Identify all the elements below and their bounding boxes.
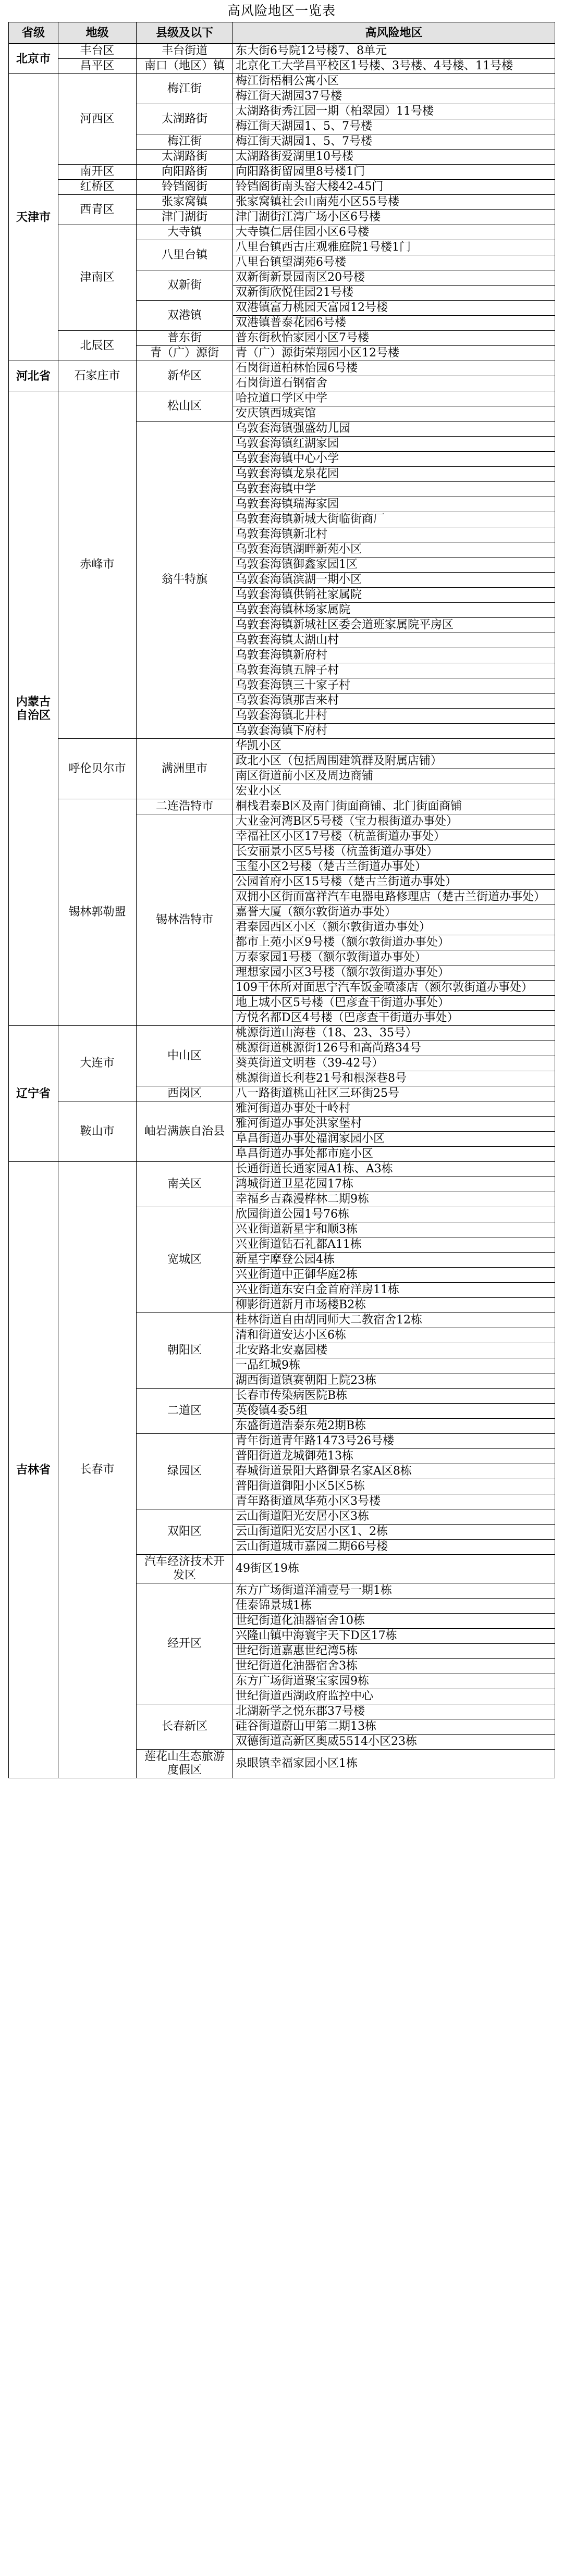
table-row (9, 331, 555, 346)
area-cell: 双拥小区街面富祥汽车电器电路修理店（楚古兰街道办事处） (233, 890, 555, 905)
area-cell: 华凯小区 (233, 739, 555, 754)
table-row (9, 195, 555, 210)
city-cell: 北辰区 (58, 331, 137, 361)
area-cell: 双港镇普泰花园6号楼 (233, 316, 555, 331)
province-cell: 辽宁省 (9, 1026, 58, 1162)
table-body (9, 44, 555, 1778)
area-cell: 乌敦套海镇中心小学 (233, 452, 555, 467)
county-cell: 经开区 (137, 1583, 233, 1704)
area-cell: 兴隆山镇中海寰宇天下D区17栋 (233, 1629, 555, 1644)
county-cell: 太湖路街 (137, 150, 233, 165)
area-cell: 乌敦套海镇新城大街临街商厂 (233, 512, 555, 527)
county-cell: 西岗区 (137, 1086, 233, 1101)
area-cell: 梅江街天湖园1、5、7号楼 (233, 134, 555, 150)
county-cell: 朝阳区 (137, 1313, 233, 1389)
table-row (9, 799, 555, 814)
city-cell: 津南区 (58, 225, 137, 331)
table-header-row (9, 22, 555, 44)
area-cell: 向阳路街留园里8号楼1门 (233, 165, 555, 180)
city-cell: 南开区 (58, 165, 137, 180)
area-cell: 梅江街梧桐公寓小区 (233, 74, 555, 89)
province-cell: 河北省 (9, 361, 58, 391)
area-cell: 都市上苑小区9号楼（额尔敦街道办事处） (233, 935, 555, 950)
county-cell: 中山区 (137, 1026, 233, 1086)
table-row (9, 44, 555, 59)
area-cell: 宏业小区 (233, 784, 555, 799)
area-cell: 太湖路街爱湖里10号楼 (233, 150, 555, 165)
area-cell: 葵英街道文明巷（39-42号） (233, 1056, 555, 1071)
city-cell: 石家庄市 (58, 361, 137, 391)
area-cell: 乌敦套海镇红湖家园 (233, 437, 555, 452)
area-cell: 普东街秋怡家园小区7号楼 (233, 331, 555, 346)
area-cell: 桐栈君泰B区及南门街面商铺、北门街面商铺 (233, 799, 555, 814)
county-cell: 张家窝镇 (137, 195, 233, 210)
city-cell: 红桥区 (58, 180, 137, 195)
area-cell: 阜昌街道办事处都市庭小区 (233, 1147, 555, 1162)
area-cell: 玉玺小区2号楼（楚古兰街道办事处） (233, 860, 555, 875)
area-cell: 云山街道阳光安居小区3栋 (233, 1509, 555, 1525)
area-cell: 兴业街道钻石礼都A11栋 (233, 1237, 555, 1253)
area-cell: 八一路街道桃山社区三环街25号 (233, 1086, 555, 1101)
area-cell: 兴业街道东安白金首府洋房11栋 (233, 1283, 555, 1298)
area-cell: 方悦名都D区4号楼（巴彦查干街道办事处） (233, 1011, 555, 1026)
county-cell: 宽城区 (137, 1207, 233, 1313)
table-row (9, 1162, 555, 1177)
area-cell: 兴业街道新星宇和顺3栋 (233, 1222, 555, 1237)
area-cell: 一品红城9栋 (233, 1358, 555, 1373)
province-cell: 北京市 (9, 44, 58, 74)
area-cell: 泉眼镇幸福家园小区1栋 (233, 1750, 555, 1778)
table-row (9, 1101, 555, 1117)
county-cell: 锡林浩特市 (137, 814, 233, 1026)
area-cell: 乌敦套海镇五牌子村 (233, 663, 555, 678)
county-cell: 八里台镇 (137, 240, 233, 270)
area-cell: 哈拉道口学区中学 (233, 391, 555, 406)
county-cell: 满洲里市 (137, 739, 233, 799)
area-cell: 幸福社区小区17号楼（杭盖街道办事处） (233, 829, 555, 845)
area-cell: 铃铛阁街南头窑大楼42-45门 (233, 180, 555, 195)
table-row (9, 180, 555, 195)
county-cell: 翁牛特旗 (137, 422, 233, 739)
area-cell: 青年路街道凤华苑小区3号楼 (233, 1494, 555, 1509)
area-cell: 东盛街道浩泰东苑2期B栋 (233, 1419, 555, 1434)
area-cell: 佳泰锦景城1栋 (233, 1599, 555, 1614)
county-cell: 梅江街 (137, 74, 233, 104)
area-cell: 乌敦套海镇新北村 (233, 527, 555, 542)
area-cell: 乌敦套海镇供销社家属院 (233, 588, 555, 603)
header-city: 地级 (58, 22, 137, 44)
area-cell: 鸿城街道卫星花园17栋 (233, 1177, 555, 1192)
city-cell: 锡林郭勒盟 (58, 799, 137, 1026)
area-cell: 北湖新学之悦东郡37号楼 (233, 1704, 555, 1719)
area-cell: 大寺镇仁居佳园小区6号楼 (233, 225, 555, 240)
area-cell: 南区街道前小区及周边商铺 (233, 769, 555, 784)
area-cell: 津门湖街江湾广场小区6号楼 (233, 210, 555, 225)
province-cell: 天津市 (9, 74, 58, 361)
area-cell: 世纪街道西湖政府监控中心 (233, 1689, 555, 1704)
area-cell: 英俊镇4委5组 (233, 1404, 555, 1419)
area-cell: 乌敦套海镇强盛幼儿园 (233, 422, 555, 437)
county-cell: 津门湖街 (137, 210, 233, 225)
county-cell: 青（广）源街 (137, 346, 233, 361)
city-cell: 赤峰市 (58, 391, 137, 739)
area-cell: 长春市传染病医院B栋 (233, 1389, 555, 1404)
table-row (9, 74, 555, 89)
city-cell: 河西区 (58, 74, 137, 165)
area-cell: 乌敦套海镇滨湖一期小区 (233, 573, 555, 588)
area-cell: 理想家园小区3号楼（额尔敦街道办事处） (233, 965, 555, 981)
area-cell: 新星宇摩登公园4栋 (233, 1253, 555, 1268)
city-cell: 大连市 (58, 1026, 137, 1101)
area-cell: 安庆镇西城宾馆 (233, 406, 555, 422)
area-cell: 云山街道阳光安居小区1、2栋 (233, 1525, 555, 1540)
area-cell: 幸福乡吉森漫桦林二期9栋 (233, 1192, 555, 1207)
area-cell: 公园首府小区15号楼（楚古兰街道办事处） (233, 875, 555, 890)
area-cell: 梅江街天湖园37号楼 (233, 89, 555, 104)
area-cell: 双新街欣悦佳园21号楼 (233, 286, 555, 301)
county-cell: 二连浩特市 (137, 799, 233, 814)
area-cell: 石岗街道石钢宿舍 (233, 376, 555, 391)
area-cell: 清和街道安达小区6栋 (233, 1328, 555, 1343)
county-cell: 松山区 (137, 391, 233, 422)
county-cell: 丰台街道 (137, 44, 233, 59)
area-cell: 兴业街道中正御华庭2栋 (233, 1268, 555, 1283)
county-cell: 岫岩满族自治县 (137, 1101, 233, 1162)
table-row (9, 739, 555, 754)
table-row (9, 1026, 555, 1041)
area-cell: 双新街新景园南区20号楼 (233, 270, 555, 286)
area-cell: 乌敦套海镇三十家子村 (233, 678, 555, 693)
city-cell: 昌平区 (58, 59, 137, 74)
county-cell: 双港镇 (137, 301, 233, 331)
area-cell: 嘉誉大厦（额尔敦街道办事处） (233, 905, 555, 920)
area-cell: 桃源街道长利巷21号和根深巷8号 (233, 1071, 555, 1086)
table-row (9, 225, 555, 240)
area-cell: 乌敦套海镇瑞海家园 (233, 497, 555, 512)
area-cell: 青（广）源街荣翔园小区12号楼 (233, 346, 555, 361)
area-cell: 大业金河湾B区5号楼（宝力根街道办事处） (233, 814, 555, 829)
area-cell: 云山街道城市嘉园二期66号楼 (233, 1540, 555, 1555)
area-cell: 乌敦套海镇下府村 (233, 724, 555, 739)
area-cell: 东方广场街道洋浦壹号一期1栋 (233, 1583, 555, 1599)
area-cell: 八里台镇西古庄观雅庭院1号楼1门 (233, 240, 555, 255)
city-cell: 长春市 (58, 1162, 137, 1778)
area-cell: 青年街道青年路1473号26号楼 (233, 1434, 555, 1449)
table-row (9, 165, 555, 180)
area-cell: 东大街6号院12号楼7、8单元 (233, 44, 555, 59)
header-area: 高风险地区 (233, 22, 555, 44)
area-cell: 乌敦套海镇中学 (233, 482, 555, 497)
area-cell: 万泰家园1号楼（额尔敦街道办事处） (233, 950, 555, 965)
city-cell: 鞍山市 (58, 1101, 137, 1162)
area-cell: 乌敦套海镇御鑫家园1区 (233, 558, 555, 573)
area-cell: 双德街道高新区奥威5514小区23栋 (233, 1735, 555, 1750)
area-cell: 雅河街道办事处十岭村 (233, 1101, 555, 1117)
area-cell: 太湖路街秀江园一期（柏翠园）11号楼 (233, 104, 555, 119)
county-cell: 汽车经济技术开发区 (137, 1555, 233, 1583)
city-cell: 丰台区 (58, 44, 137, 59)
area-cell: 乌敦套海镇林场家属院 (233, 603, 555, 618)
area-cell: 乌敦套海镇太湖山村 (233, 633, 555, 648)
county-cell: 绿园区 (137, 1434, 233, 1509)
area-cell: 乌敦套海镇新城社区委会道班家属院平房区 (233, 618, 555, 633)
area-cell: 世纪街道化油器宿舍3栋 (233, 1659, 555, 1674)
area-cell: 乌敦套海镇新府村 (233, 648, 555, 663)
area-cell: 双港镇富力桃园天富园12号楼 (233, 301, 555, 316)
area-cell: 东方广场街道聚宝家园9栋 (233, 1674, 555, 1689)
area-cell: 梅江街天湖园1、5、7号楼 (233, 119, 555, 134)
area-cell: 君泰园西区小区（额尔敦街道办事处） (233, 920, 555, 935)
header-province: 省级 (9, 22, 58, 44)
county-cell: 南口（地区）镇 (137, 59, 233, 74)
area-cell: 长安丽景小区5号楼（杭盖街道办事处） (233, 845, 555, 860)
city-cell: 西青区 (58, 195, 137, 225)
area-cell: 普阳街道御阳小区5区5栋 (233, 1479, 555, 1494)
area-cell: 石岗街道柏林怡园6号楼 (233, 361, 555, 376)
county-cell: 双阳区 (137, 1509, 233, 1555)
province-cell: 内蒙古自治区 (9, 391, 58, 1026)
area-cell: 春城街道景阳大路御景名家A区8栋 (233, 1464, 555, 1479)
county-cell: 大寺镇 (137, 225, 233, 240)
area-cell: 政北小区（包括周围建筑群及附属店铺） (233, 754, 555, 769)
table-row (9, 361, 555, 376)
area-cell: 雅河街道办事处洪家堡村 (233, 1117, 555, 1132)
area-cell: 柳影街道新月市场楼B2栋 (233, 1298, 555, 1313)
area-cell: 桂林街道自由胡同师大二教宿舍12栋 (233, 1313, 555, 1328)
city-cell: 呼伦贝尔市 (58, 739, 137, 799)
area-cell: 阜昌街道办事处福润家园小区 (233, 1132, 555, 1147)
area-cell: 乌敦套海镇龙泉花园 (233, 467, 555, 482)
header-county: 县级及以下 (137, 22, 233, 44)
area-cell: 长通街道长通家园A1栋、A3栋 (233, 1162, 555, 1177)
table-row (9, 59, 555, 74)
area-cell: 桃源街道山海巷（18、23、35号） (233, 1026, 555, 1041)
area-cell: 109干休所对面思宁汽车饭金喷漆店（额尔敦街道办事处） (233, 981, 555, 996)
area-cell: 乌敦套海镇那吉来村 (233, 693, 555, 709)
area-cell: 硅谷街道蔚山甲第二期13栋 (233, 1719, 555, 1735)
area-cell: 北安路北安嘉园楼 (233, 1343, 555, 1358)
county-cell: 双新街 (137, 270, 233, 301)
county-cell: 梅江街 (137, 134, 233, 150)
table-row (9, 391, 555, 406)
area-cell: 世纪街道嘉惠世纪湾5栋 (233, 1644, 555, 1659)
county-cell: 铃铛阁街 (137, 180, 233, 195)
area-cell: 北京化工大学昌平校区1号楼、3号楼、4号楼、11号楼 (233, 59, 555, 74)
area-cell: 欣园街道公园1号76栋 (233, 1207, 555, 1222)
area-cell: 张家窝镇社会山南苑小区55号楼 (233, 195, 555, 210)
area-cell: 桃源街道桃源街126号和高尚路34号 (233, 1041, 555, 1056)
area-cell: 地上城小区5号楼（巴彦查干街道办事处） (233, 996, 555, 1011)
area-cell: 湖西街道镇赛朝阳上院23栋 (233, 1373, 555, 1389)
document-title: 高风险地区一览表 (227, 3, 336, 18)
area-cell: 普阳街道龙城御苑13栋 (233, 1449, 555, 1464)
province-cell: 吉林省 (9, 1162, 58, 1778)
area-cell: 49街区19栋 (233, 1555, 555, 1583)
area-cell: 世纪街道化油器宿舍10栋 (233, 1614, 555, 1629)
county-cell: 新华区 (137, 361, 233, 391)
area-cell: 乌敦套海镇湖畔新苑小区 (233, 542, 555, 558)
county-cell: 普东街 (137, 331, 233, 346)
county-cell: 二道区 (137, 1389, 233, 1434)
county-cell: 南关区 (137, 1162, 233, 1207)
county-cell: 莲花山生态旅游度假区 (137, 1750, 233, 1778)
area-cell: 乌敦套海镇北井村 (233, 709, 555, 724)
county-cell: 向阳路街 (137, 165, 233, 180)
high-risk-area-table (8, 22, 555, 1778)
county-cell: 太湖路街 (137, 104, 233, 134)
area-cell: 八里台镇望湖苑6号楼 (233, 255, 555, 270)
county-cell: 长春新区 (137, 1704, 233, 1750)
